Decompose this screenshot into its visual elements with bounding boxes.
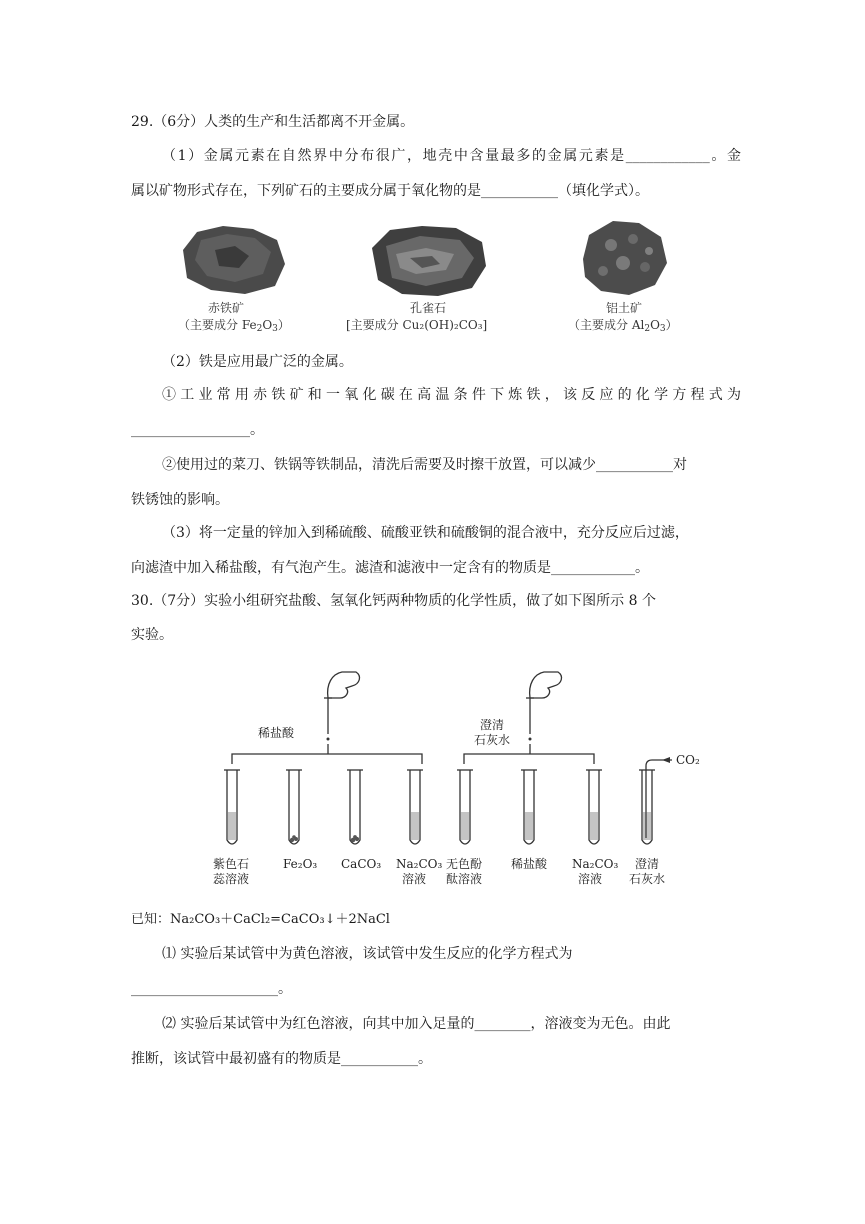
dropper-label-limewater-2: 石灰水 — [474, 733, 511, 747]
malachite-component: [主要成分 Cu₂(OH)₂CO₃] — [346, 318, 488, 332]
dropper-label-hcl: 稀盐酸 — [258, 726, 295, 740]
tube-1-label-line2: 蕊溶液 — [213, 872, 250, 886]
left-bracket — [232, 744, 422, 764]
co2-label: CO₂ — [676, 753, 700, 767]
q29-part1-line1: （1）金属元素在自然界中分布很广，地壳中含量最多的金属元素是____________。金 — [162, 148, 741, 164]
tube-8-label-line1: 澄清 — [635, 857, 660, 871]
q30-heading-line2: 实验。 — [131, 627, 173, 643]
tube-2-label: Fe₂O₃ — [283, 857, 318, 871]
q29-part2-1-line1: ①工业常用赤铁矿和一氧化碳在高温条件下炼铁，该反应的化学方程式为 — [162, 387, 741, 403]
hematite-image — [175, 220, 290, 298]
tube-5-label-line2: 酞溶液 — [446, 872, 483, 886]
tube-8-label-line2: 石灰水 — [629, 872, 666, 886]
dropper-label-limewater-1: 澄清 — [480, 718, 505, 732]
q30-sub1-line1: ⑴ 实验后某试管中为黄色溶液，该试管中发生反应的化学方程式为 — [162, 946, 573, 962]
tube-4-label-line1: Na₂CO₃ — [396, 857, 443, 871]
malachite-image — [366, 220, 491, 300]
tube-7-label-line1: Na₂CO₃ — [572, 857, 619, 871]
q29-part1-line2: 属以矿物形式存在，下列矿石的主要成分属于氧化物的是___________（填化学式）。 — [131, 183, 649, 199]
tube-7-label-line2: 溶液 — [578, 872, 603, 886]
tube-5-label-line1: 无色酚 — [446, 857, 483, 871]
malachite-name: 孔雀石 — [410, 301, 447, 315]
bauxite-component: （主要成分 $Al_2O_3$） — [568, 318, 678, 334]
hematite-component: （主要成分 $Fe_2O_3$） — [178, 318, 290, 334]
tube-4-label-line2: 溶液 — [402, 872, 427, 886]
tube-1-label-line1: 紫色石 — [213, 857, 250, 871]
co2-arrow-icon — [662, 757, 670, 763]
test-tube-3 — [347, 770, 363, 844]
q29-part3-line2: 向滤渣中加入稀盐酸，有气泡产生。滤渣和滤液中一定含有的物质是____________。 — [131, 560, 649, 576]
bauxite-image — [573, 215, 673, 300]
q29-part2-2-line1: ②使用过的菜刀、铁锅等铁制品，清洗后需要及时擦干放置，可以减少___________对 — [162, 457, 687, 473]
q30-heading-line1: 30.（7分）实验小组研究盐酸、氢氧化钙两种物质的化学性质，做了如下图所示 8 个 — [131, 593, 656, 609]
test-tube-2 — [286, 770, 302, 844]
q29-heading: 29.（6分）人类的生产和生活都离不开金属。 — [131, 114, 415, 130]
tube-3-label: CaCO₃ — [341, 857, 382, 871]
right-hand-icon — [530, 672, 562, 698]
hematite-name: 赤铁矿 — [208, 301, 245, 315]
q30-sub1-line2: _____________________。 — [131, 981, 292, 997]
q29-part2: （2）铁是应用最广泛的金属。 — [162, 354, 353, 370]
q30-sub2-line2: 推断，该试管中最初盛有的物质是___________。 — [131, 1051, 432, 1067]
q29-part2-2-line2: 铁锈蚀的影响。 — [131, 492, 229, 508]
q29-part2-1-line2: _________________。 — [131, 422, 264, 438]
q29-part3-line1: （3）将一定量的锌加入到稀硫酸、硫酸亚铁和硫酸铜的混合液中，充分反应后过滤， — [162, 525, 689, 541]
bauxite-name: 铝土矿 — [606, 301, 643, 315]
known-equation: 已知：Na₂CO₃＋CaCl₂=CaCO₃↓＋2NaCl — [131, 912, 390, 927]
left-hand-icon — [328, 672, 360, 698]
experiment-diagram — [200, 662, 720, 867]
q30-sub2-line1: ⑵ 实验后某试管中为红色溶液，向其中加入足量的________，溶液变为无色。由此 — [162, 1016, 671, 1032]
tube-6-label: 稀盐酸 — [511, 857, 548, 871]
